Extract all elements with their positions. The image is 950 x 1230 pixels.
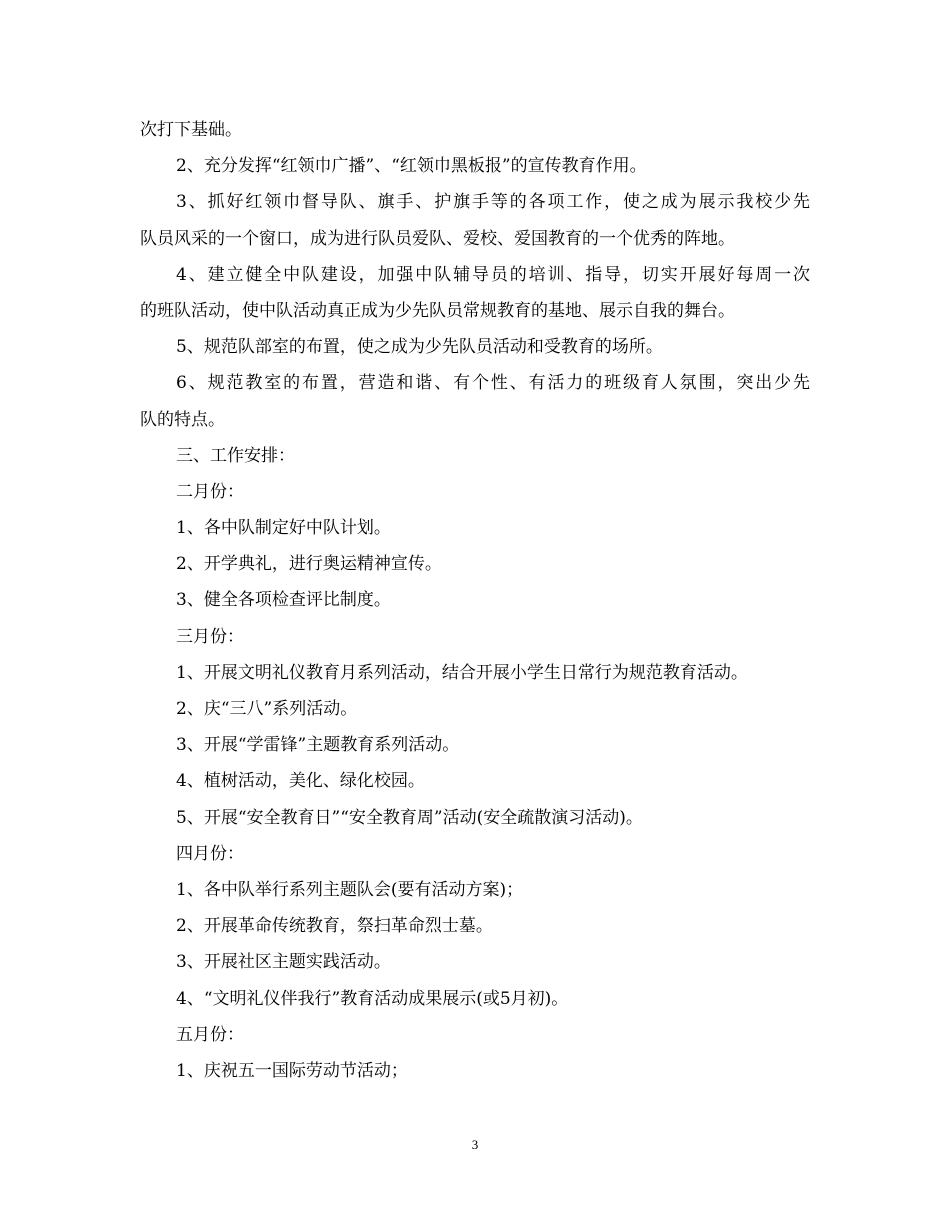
- text-line: 6、规范教室的布置，营造和谐、有个性、有活力的班级育人氛围，突出少先: [176, 373, 810, 394]
- text-line: 二月份：: [176, 481, 244, 502]
- text-line: 三、工作安排：: [176, 445, 295, 466]
- page-number: 3: [471, 1137, 479, 1152]
- text-line: 1、开展文明礼仪教育月系列活动，结合开展小学生日常行为规范教育活动。: [176, 662, 748, 683]
- text-line: 4、“文明礼仪伴我行”教育活动成果展示(或5月初)。: [176, 988, 569, 1009]
- text-line: 1、各中队制定好中队计划。: [176, 518, 391, 539]
- text-line: 5、开展“安全教育日”“安全教育周”活动(安全疏散演习活动)。: [176, 807, 643, 828]
- text-line: 1、各中队举行系列主题队会(要有活动方案)；: [176, 879, 524, 900]
- text-line: 三月份：: [176, 626, 244, 647]
- text-line: 四月份：: [176, 843, 244, 864]
- text-line: 3、开展“学雷锋”主题教育系列活动。: [176, 735, 460, 756]
- text-line: 3、健全各项检查评比制度。: [176, 590, 391, 611]
- text-line: 2、充分发挥“红领巾广播”、“红领巾黑板报”的宣传教育作用。: [176, 156, 647, 177]
- text-line: 5、规范队部室的布置，使之成为少先队员活动和受教育的场所。: [176, 337, 663, 358]
- text-line: 1、庆祝五一国际劳动节活动；: [176, 1060, 408, 1081]
- text-line: 2、庆“三八”系列活动。: [176, 699, 358, 719]
- text-line: 的班队活动，使中队活动真正成为少先队员常规教育的基地、展示自我的舞台。: [140, 300, 735, 321]
- text-line: 2、开学典礼，进行奥运精神宣传。: [176, 554, 442, 575]
- text-line: 队的特点。: [140, 409, 225, 430]
- text-line: 4、建立健全中队建设，加强中队辅导员的培训、指导，切实开展好每周一次: [176, 264, 810, 285]
- text-line: 3、开展社区主题实践活动。: [176, 952, 391, 973]
- text-line: 2、开展革命传统教育，祭扫革命烈士墓。: [176, 916, 493, 937]
- document-body: [140, 112, 810, 1089]
- text-line: 3、抓好红领巾督导队、旗手、护旗手等的各项工作，使之成为展示我校少先: [176, 192, 810, 213]
- text-line: 次打下基础。: [140, 120, 242, 140]
- text-line: 五月份：: [176, 1024, 244, 1045]
- text-line: 队员风采的一个窗口，成为进行队员爱队、爱校、爱国教育的一个优秀的阵地。: [140, 228, 735, 249]
- text-line: 4、植树活动，美化、绿化校园。: [176, 771, 425, 792]
